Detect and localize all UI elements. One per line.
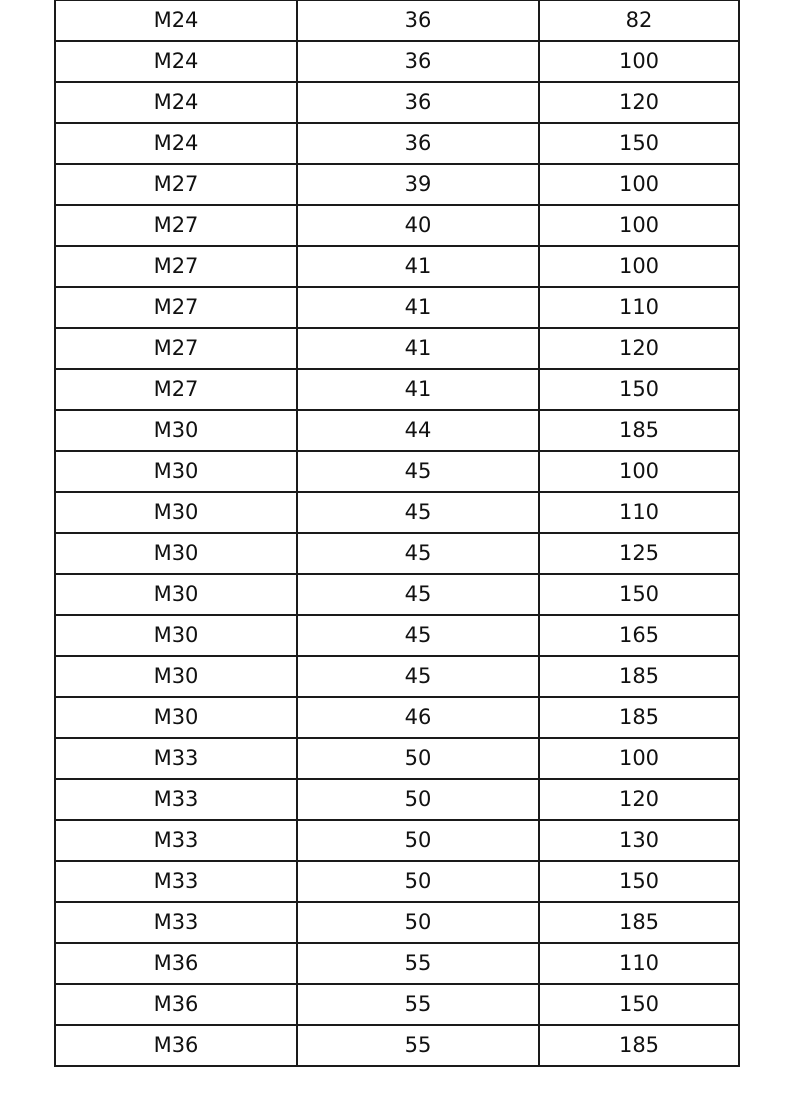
length-cell: 100 bbox=[539, 41, 739, 82]
thread-size-cell: M36 bbox=[55, 943, 297, 984]
length-cell: 100 bbox=[539, 246, 739, 287]
width-cell: 55 bbox=[297, 943, 539, 984]
table-row bbox=[55, 902, 739, 943]
width-cell: 55 bbox=[297, 1025, 539, 1066]
length-cell: 100 bbox=[539, 451, 739, 492]
table-row bbox=[55, 82, 739, 123]
thread-size-cell: M33 bbox=[55, 779, 297, 820]
table-row bbox=[55, 779, 739, 820]
length-cell: 150 bbox=[539, 984, 739, 1025]
width-cell: 50 bbox=[297, 738, 539, 779]
length-cell: 185 bbox=[539, 1025, 739, 1066]
thread-size-cell: M33 bbox=[55, 902, 297, 943]
thread-size-cell: M27 bbox=[55, 246, 297, 287]
length-cell: 185 bbox=[539, 656, 739, 697]
width-cell: 41 bbox=[297, 369, 539, 410]
table-row bbox=[55, 861, 739, 902]
length-cell: 100 bbox=[539, 164, 739, 205]
length-cell: 130 bbox=[539, 820, 739, 861]
thread-size-cell: M27 bbox=[55, 328, 297, 369]
length-cell: 120 bbox=[539, 328, 739, 369]
width-cell: 36 bbox=[297, 41, 539, 82]
table-row bbox=[55, 984, 739, 1025]
table-row bbox=[55, 410, 739, 451]
table-row bbox=[55, 287, 739, 328]
table-row bbox=[55, 451, 739, 492]
table-row bbox=[55, 246, 739, 287]
spec-table-body bbox=[55, 0, 739, 1066]
thread-size-cell: M30 bbox=[55, 574, 297, 615]
thread-size-cell: M36 bbox=[55, 1025, 297, 1066]
thread-size-cell: M24 bbox=[55, 41, 297, 82]
thread-size-cell: M33 bbox=[55, 738, 297, 779]
width-cell: 36 bbox=[297, 82, 539, 123]
length-cell: 110 bbox=[539, 492, 739, 533]
width-cell: 39 bbox=[297, 164, 539, 205]
table-row bbox=[55, 328, 739, 369]
width-cell: 44 bbox=[297, 410, 539, 451]
width-cell: 36 bbox=[297, 123, 539, 164]
thread-size-cell: M30 bbox=[55, 492, 297, 533]
width-cell: 50 bbox=[297, 902, 539, 943]
length-cell: 150 bbox=[539, 123, 739, 164]
length-cell: 150 bbox=[539, 861, 739, 902]
length-cell: 100 bbox=[539, 738, 739, 779]
width-cell: 41 bbox=[297, 328, 539, 369]
length-cell: 185 bbox=[539, 697, 739, 738]
width-cell: 41 bbox=[297, 246, 539, 287]
width-cell: 50 bbox=[297, 779, 539, 820]
table-row bbox=[55, 820, 739, 861]
length-cell: 120 bbox=[539, 779, 739, 820]
spec-table bbox=[54, 0, 740, 1067]
thread-size-cell: M27 bbox=[55, 205, 297, 246]
thread-size-cell: M30 bbox=[55, 533, 297, 574]
spec-table-container bbox=[54, 0, 738, 1067]
thread-size-cell: M27 bbox=[55, 164, 297, 205]
thread-size-cell: M24 bbox=[55, 82, 297, 123]
width-cell: 45 bbox=[297, 574, 539, 615]
table-row bbox=[55, 697, 739, 738]
width-cell: 50 bbox=[297, 820, 539, 861]
table-row bbox=[55, 1025, 739, 1066]
length-cell: 100 bbox=[539, 205, 739, 246]
table-row bbox=[55, 492, 739, 533]
width-cell: 46 bbox=[297, 697, 539, 738]
table-row bbox=[55, 533, 739, 574]
length-cell: 82 bbox=[539, 0, 739, 41]
table-row bbox=[55, 615, 739, 656]
length-cell: 125 bbox=[539, 533, 739, 574]
thread-size-cell: M30 bbox=[55, 656, 297, 697]
table-row bbox=[55, 41, 739, 82]
length-cell: 185 bbox=[539, 902, 739, 943]
length-cell: 120 bbox=[539, 82, 739, 123]
table-row bbox=[55, 0, 739, 41]
thread-size-cell: M30 bbox=[55, 697, 297, 738]
width-cell: 45 bbox=[297, 492, 539, 533]
thread-size-cell: M24 bbox=[55, 123, 297, 164]
width-cell: 50 bbox=[297, 861, 539, 902]
table-row bbox=[55, 205, 739, 246]
thread-size-cell: M27 bbox=[55, 369, 297, 410]
width-cell: 40 bbox=[297, 205, 539, 246]
table-row bbox=[55, 369, 739, 410]
length-cell: 150 bbox=[539, 574, 739, 615]
width-cell: 45 bbox=[297, 615, 539, 656]
width-cell: 36 bbox=[297, 0, 539, 41]
width-cell: 41 bbox=[297, 287, 539, 328]
thread-size-cell: M30 bbox=[55, 615, 297, 656]
width-cell: 55 bbox=[297, 984, 539, 1025]
thread-size-cell: M27 bbox=[55, 287, 297, 328]
thread-size-cell: M33 bbox=[55, 820, 297, 861]
thread-size-cell: M24 bbox=[55, 0, 297, 41]
table-row bbox=[55, 943, 739, 984]
width-cell: 45 bbox=[297, 451, 539, 492]
length-cell: 110 bbox=[539, 943, 739, 984]
length-cell: 110 bbox=[539, 287, 739, 328]
length-cell: 165 bbox=[539, 615, 739, 656]
thread-size-cell: M30 bbox=[55, 410, 297, 451]
table-row bbox=[55, 574, 739, 615]
width-cell: 45 bbox=[297, 656, 539, 697]
thread-size-cell: M33 bbox=[55, 861, 297, 902]
table-row bbox=[55, 738, 739, 779]
thread-size-cell: M30 bbox=[55, 451, 297, 492]
table-row bbox=[55, 123, 739, 164]
table-row bbox=[55, 656, 739, 697]
table-row bbox=[55, 164, 739, 205]
length-cell: 150 bbox=[539, 369, 739, 410]
length-cell: 185 bbox=[539, 410, 739, 451]
thread-size-cell: M36 bbox=[55, 984, 297, 1025]
width-cell: 45 bbox=[297, 533, 539, 574]
